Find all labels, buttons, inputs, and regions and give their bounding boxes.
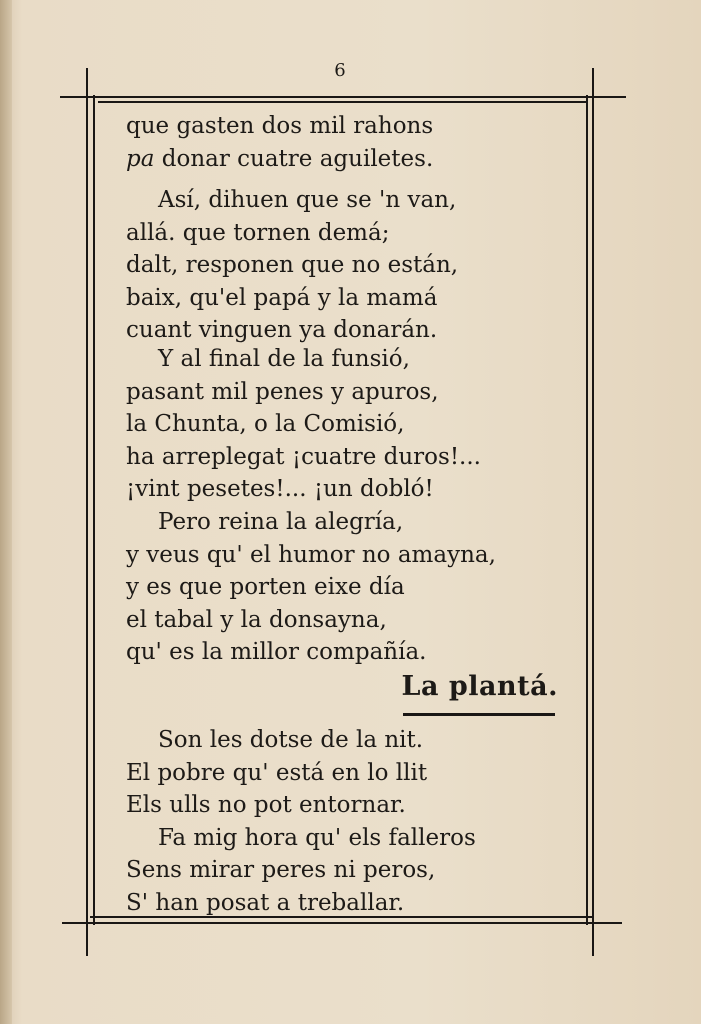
verse-line: la Chunta, o la Comisió, bbox=[126, 411, 405, 437]
frame-bottom-outer-rule bbox=[62, 922, 622, 924]
verse-italic-word: pa bbox=[126, 145, 155, 172]
stanza-2 bbox=[126, 184, 566, 347]
stanza-5 bbox=[126, 724, 566, 919]
verse-line: pasant mil penes y apuros, bbox=[126, 378, 439, 405]
page-number: 6 bbox=[334, 60, 346, 81]
verse-line: y veus qu' el humor no amayna, bbox=[126, 541, 496, 568]
verse-line: Son les dotse de la nit. bbox=[158, 727, 424, 753]
verse-line: Fa mig hora qu' els falleros bbox=[158, 824, 476, 851]
book-spine-shadow bbox=[0, 0, 12, 1024]
frame-right-inner-rule bbox=[586, 95, 588, 925]
verse-line: cuant vinguen ya donarán. bbox=[126, 317, 438, 343]
stanza-3 bbox=[126, 343, 566, 506]
verse-line: dalt, responen que no están, bbox=[126, 252, 459, 278]
verse-line-rest: donar cuatre aguiletes. bbox=[154, 145, 434, 172]
verse-line: Els ulls no pot entornar. bbox=[126, 792, 406, 818]
verse-line bbox=[126, 143, 566, 176]
verse-line: Y al final de la funsió, bbox=[158, 346, 410, 372]
frame-top-inner-rule bbox=[98, 101, 588, 103]
stanza-4 bbox=[126, 506, 566, 669]
verse-line: baix, qu'el papá y la mamá bbox=[126, 284, 438, 311]
verse-line: el tabal y la donsayna, bbox=[126, 606, 387, 633]
stanza-1 bbox=[126, 110, 566, 175]
verse-line: El pobre qu' está en lo llit bbox=[126, 759, 428, 786]
verse-line: S' han posat a treballar. bbox=[126, 889, 405, 916]
verse-line: Sens mirar peres ni peros, bbox=[126, 857, 436, 883]
verse-line: que gasten dos mil rahons bbox=[126, 113, 434, 139]
section-title-underline bbox=[403, 713, 555, 716]
verse-line: y es que porten eixe día bbox=[126, 574, 405, 600]
frame-right-outer-rule bbox=[592, 68, 594, 956]
verse-line: allá. que tornen demá; bbox=[126, 219, 390, 246]
verse-line: Pero reina la alegría, bbox=[158, 509, 404, 535]
verse-line: qu' es la millor compañía. bbox=[126, 639, 427, 665]
verse-line: ¡vint pesetes!... ¡un dobló! bbox=[126, 476, 434, 502]
frame-left-outer-rule bbox=[86, 68, 88, 956]
frame-left-inner-rule bbox=[93, 95, 95, 925]
verse-line: Así, dihuen que se 'n van, bbox=[158, 187, 457, 213]
frame-top-outer-rule bbox=[60, 96, 626, 98]
section-title: La plantá. bbox=[401, 671, 558, 702]
verse-line: ha arreplegat ¡cuatre duros!... bbox=[126, 443, 481, 470]
